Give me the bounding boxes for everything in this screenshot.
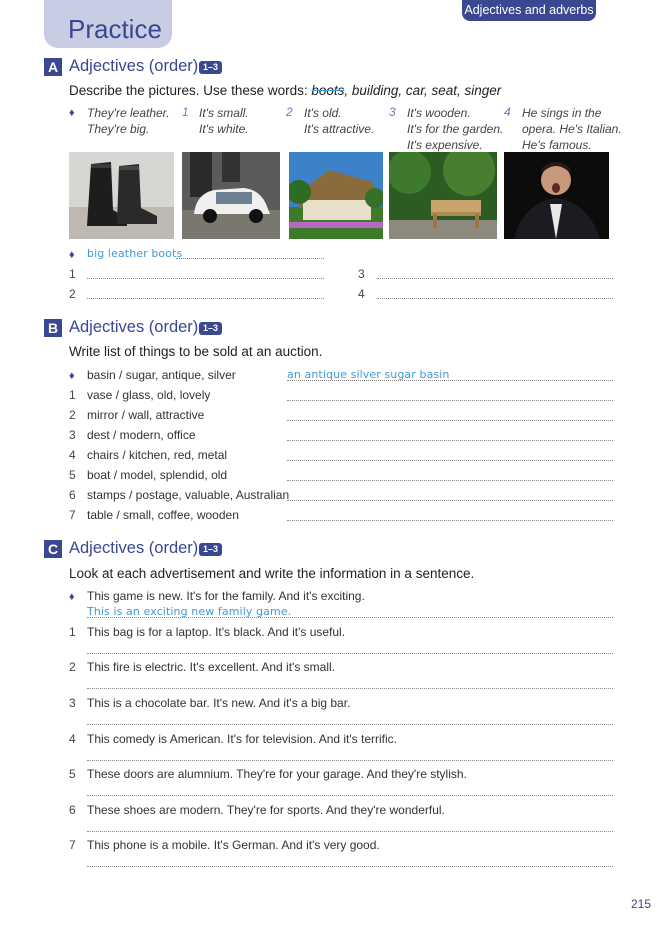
- answer-line[interactable]: [287, 420, 613, 421]
- item-number: 1: [69, 388, 76, 402]
- answer-line[interactable]: [287, 440, 613, 441]
- item-number: 1: [182, 105, 189, 119]
- section-b-badge: 1–3: [199, 322, 222, 335]
- picture-description: It's small. It's white.: [199, 106, 249, 136]
- bench-photo: [389, 152, 497, 239]
- item-number: 2: [69, 287, 76, 301]
- answer-line[interactable]: [287, 480, 613, 481]
- example-answer: an antique silver sugar basin: [287, 368, 450, 381]
- example-marker: ♦: [69, 107, 75, 119]
- item-number: 4: [69, 732, 76, 746]
- section-c-badge: 1–3: [199, 543, 222, 556]
- answer-line[interactable]: [287, 460, 613, 461]
- example-answer: This is an exciting new family game.: [87, 605, 292, 618]
- item-number: 3: [69, 428, 76, 442]
- item-number: 3: [358, 267, 365, 281]
- auction-item: mirror / wall, attractive: [87, 408, 205, 422]
- section-a-letter: A: [44, 58, 62, 76]
- auction-item: boat / model, splendid, old: [87, 468, 228, 482]
- item-number: 1: [69, 625, 76, 639]
- item-number: 6: [69, 488, 76, 502]
- cottage-photo: [289, 152, 383, 239]
- item-number: 4: [504, 105, 511, 119]
- car-photo: [182, 152, 280, 239]
- answer-line[interactable]: [87, 724, 613, 725]
- item-number: 2: [286, 105, 293, 119]
- advert-sentence: This phone is a mobile. It's German. And it's very good.: [87, 838, 380, 852]
- picture-description: He sings in the opera. He's Italian. He's famous.: [522, 106, 622, 152]
- picture-description: It's old. It's attractive.: [304, 106, 375, 136]
- answer-line[interactable]: [176, 258, 324, 259]
- answer-line[interactable]: [87, 688, 613, 689]
- section-b-title: Adjectives (order): [69, 318, 199, 336]
- advert-sentence: This comedy is American. It's for television. And it's terrific.: [87, 732, 398, 746]
- answer-line[interactable]: [87, 278, 324, 279]
- singer-photo: [504, 152, 609, 239]
- auction-item: chairs / kitchen, red, metal: [87, 448, 228, 462]
- answer-line[interactable]: [87, 795, 613, 796]
- auction-item: table / small, coffee, wooden: [87, 508, 239, 522]
- page-number: 215: [631, 897, 652, 911]
- advert-sentence: These shoes are modern. They're for sports. And they're wonderful.: [87, 803, 445, 817]
- answer-line[interactable]: [287, 400, 613, 401]
- answer-line[interactable]: [377, 298, 613, 299]
- auction-item: vase / glass, old, lovely: [87, 388, 211, 402]
- item-number: 3: [389, 105, 396, 119]
- advert-sentence: This fire is electric. It's excellent. And it's small.: [87, 660, 335, 674]
- auction-item: dest / modern, office: [87, 428, 196, 442]
- example-marker: ♦: [69, 249, 75, 261]
- answer-line[interactable]: [87, 653, 613, 654]
- item-number: 5: [69, 468, 76, 482]
- section-a-title: Adjectives (order): [69, 57, 199, 75]
- answer-line[interactable]: [87, 760, 613, 761]
- answer-line[interactable]: [87, 617, 613, 618]
- section-c-letter: C: [44, 540, 62, 558]
- advert-sentence: This is a chocolate bar. It's new. And it's a big bar.: [87, 696, 351, 710]
- answer-line[interactable]: [377, 278, 613, 279]
- section-a-instruction: Describe the pictures. Use these words: boots, building, car, seat, singer: [69, 83, 502, 98]
- auction-item: stamps / postage, valuable, Australian: [87, 488, 290, 502]
- section-b-instruction: Write list of things to be sold at an auction.: [69, 344, 323, 359]
- page-title: Practice: [68, 14, 162, 44]
- auction-item: basin / sugar, antique, silver: [87, 368, 236, 382]
- advert-sentence: This bag is for a laptop. It's black. And it's useful.: [87, 625, 346, 639]
- advert-sentence: These doors are alumnium. They're for your garage. And they're stylish.: [87, 767, 467, 781]
- section-a-badge: 1–3: [199, 61, 222, 74]
- chapter-tab: Adjectives and adverbs: [462, 0, 596, 21]
- item-number: 2: [69, 408, 76, 422]
- item-number: 5: [69, 767, 76, 781]
- item-number: 6: [69, 803, 76, 817]
- item-number: 1: [69, 267, 76, 281]
- item-number: 7: [69, 508, 76, 522]
- picture-description: They're leather. They're big.: [87, 106, 170, 136]
- advert-sentence: This game is new. It's for the family. And it's exciting.: [87, 589, 365, 603]
- example-marker: ♦: [69, 370, 75, 382]
- item-number: 2: [69, 660, 76, 674]
- answer-line[interactable]: [87, 831, 613, 832]
- boots-photo: [69, 152, 174, 239]
- example-marker: ♦: [69, 591, 75, 603]
- answer-line[interactable]: [287, 380, 613, 381]
- answer-line[interactable]: [287, 520, 613, 521]
- item-number: 3: [69, 696, 76, 710]
- section-b-letter: B: [44, 319, 62, 337]
- answer-line[interactable]: [287, 500, 613, 501]
- answer-line[interactable]: [87, 866, 613, 867]
- section-c-title: Adjectives (order): [69, 539, 199, 557]
- answer-line[interactable]: [87, 298, 324, 299]
- picture-description: It's wooden. It's for the garden. It's expensive.: [407, 106, 504, 152]
- example-answer: big leather boots: [87, 247, 183, 260]
- section-c-instruction: Look at each advertisement and write the information in a sentence.: [69, 566, 475, 581]
- item-number: 7: [69, 838, 76, 852]
- item-number: 4: [358, 287, 365, 301]
- item-number: 4: [69, 448, 76, 462]
